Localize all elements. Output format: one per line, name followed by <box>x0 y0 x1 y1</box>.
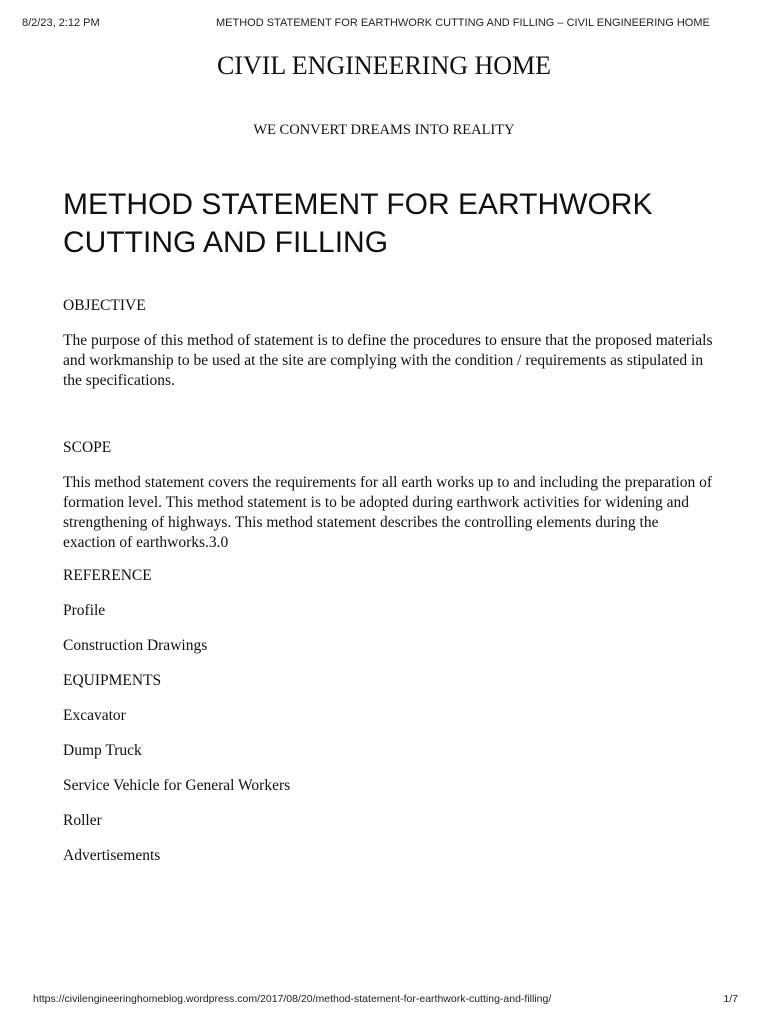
equipment-item: Service Vehicle for General Workers <box>63 777 291 794</box>
print-header-title: METHOD STATEMENT FOR EARTHWORK CUTTING AND FILLING – CIVIL ENGINEERING HOME <box>216 17 710 29</box>
post-title: METHOD STATEMENT FOR EARTHWORK CUTTING AND FILLING <box>63 188 653 259</box>
equipment-item: Excavator <box>63 707 126 724</box>
site-title[interactable]: CIVIL ENGINEERING HOME <box>216 51 552 80</box>
post-content <box>63 296 713 866</box>
equipments-heading: EQUIPMENTS <box>63 672 162 689</box>
reference-item: Profile <box>63 602 106 619</box>
print-footer-url[interactable]: https://civilengineeringhomeblog.wordpress.com/2017/08/20/method-statement-for-earthwork-cutting-and-filling/ <box>33 993 552 1005</box>
advertisements-label: Advertisements <box>63 847 161 864</box>
site-tagline: WE CONVERT DREAMS INTO REALITY <box>253 122 515 138</box>
reference-item: Construction Drawings <box>63 637 208 654</box>
scope-heading: SCOPE <box>63 439 112 456</box>
equipment-item: Roller <box>63 812 102 829</box>
print-footer-page-number: 1/7 <box>723 993 738 1005</box>
scope-paragraph: This method statement covers the requirements for all earth works up to and including the preparation of formation level. This method statement is to be adopted during earthwork activities for widening and strengthening of highways. This method statement describes the controlling elements during the exaction of earthworks.3.0 <box>63 474 713 551</box>
objective-heading: OBJECTIVE <box>63 297 146 314</box>
print-header-datetime: 8/2/23, 2:12 PM <box>22 17 100 29</box>
objective-paragraph: The purpose of this method of statement is to define the procedures to ensure that the proposed materials and workmanship to be used at the site are complying with the condition / requirements as stipulated in the specifications. <box>63 332 713 389</box>
reference-heading: REFERENCE <box>63 567 152 584</box>
equipment-item: Dump Truck <box>63 742 142 759</box>
